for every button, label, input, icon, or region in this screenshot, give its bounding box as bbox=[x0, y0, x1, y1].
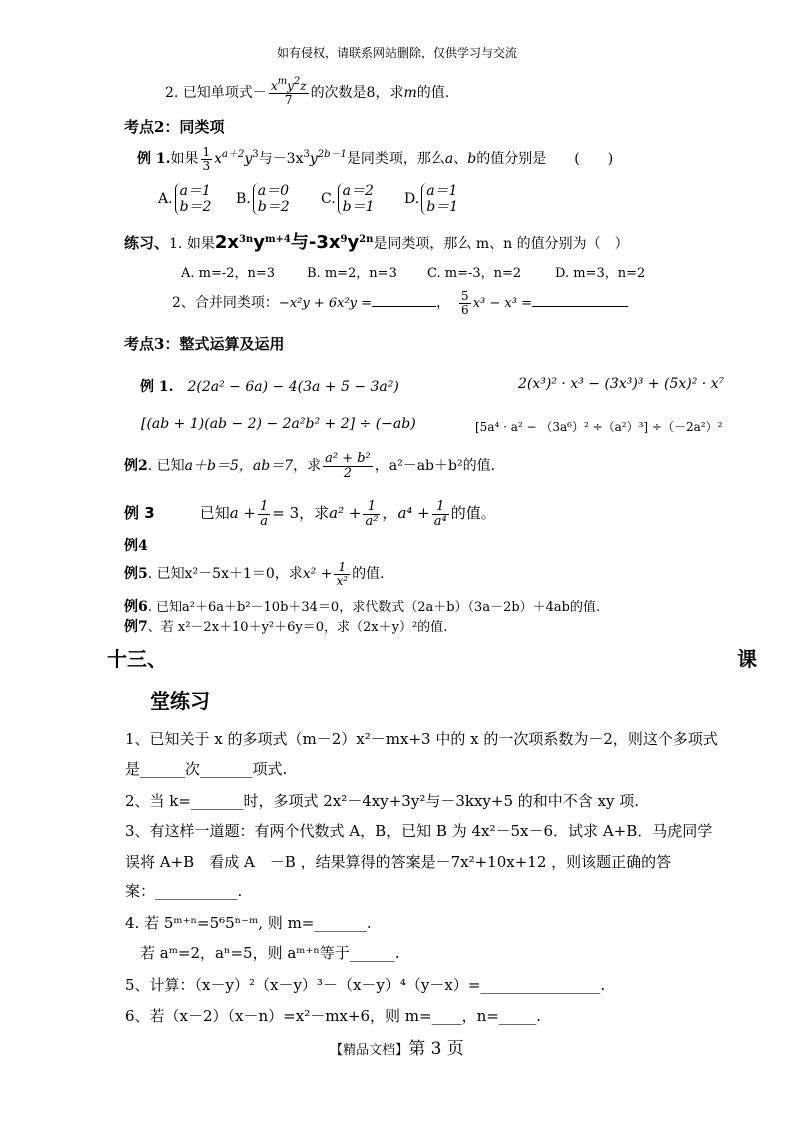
ex3-e2-num: 1 bbox=[432, 500, 449, 515]
example-1-operations-left bbox=[140, 376, 399, 396]
section-title-kp2: 考点2：同类项 bbox=[124, 118, 225, 136]
practice-q2-expr1: −x²y + 6x²y = bbox=[278, 296, 373, 312]
equation-system bbox=[421, 183, 458, 215]
sys-line: b＝2 bbox=[179, 199, 212, 215]
ex2-post: ，a²－ab＋b²的值. bbox=[374, 458, 496, 475]
ex1-label: 例 1. bbox=[137, 151, 171, 168]
ex1-tail: 是同类项，那么 bbox=[346, 151, 445, 168]
practice-q1-t2s: 9 bbox=[340, 234, 348, 245]
ex7-label: 例7 bbox=[124, 619, 148, 635]
practice-item: 6、若（x－2）（x－n）=x²－mx+6，则 m=____，n=_____. bbox=[125, 1007, 542, 1025]
ex1-term1-b: y bbox=[244, 151, 253, 168]
example-1-operations-right: 2(x³)² · x³ − (3x³)³ + (5x)² · x⁷ bbox=[518, 376, 725, 392]
ex3-fraction-3 bbox=[432, 500, 449, 528]
q2-num: x bbox=[270, 79, 278, 93]
ex7-text: 、若 x²－2x＋10＋y²＋6y＝0，求（2x＋y）²的值. bbox=[147, 620, 448, 635]
ex3-sep: ， bbox=[382, 504, 398, 523]
ex1-frac-num: 1 bbox=[202, 145, 211, 159]
practice-q1 bbox=[124, 228, 629, 254]
practice-q1-t2: -3x bbox=[308, 232, 341, 253]
equation-system bbox=[338, 183, 375, 215]
ex3-post: 的值。 bbox=[450, 504, 496, 523]
example-6 bbox=[124, 596, 600, 616]
ex3-fraction-1 bbox=[258, 500, 270, 528]
ex1-term2-b: y bbox=[309, 151, 318, 168]
practice-item: 是______次_______项式. bbox=[125, 760, 288, 778]
practice-q2-frac-den: 6 bbox=[461, 302, 469, 317]
q2-prefix: 2. 已知单项式－ bbox=[165, 85, 267, 102]
ex6-label: 例6 bbox=[124, 599, 148, 615]
ex1-text-a: 如果 bbox=[170, 151, 199, 168]
ex2-pre: . 已知 bbox=[147, 458, 185, 475]
ex1-term1-sup: a＋2 bbox=[222, 149, 245, 161]
q2-num-sup2: 2 bbox=[293, 76, 301, 87]
example-1-division-left: [(ab + 1)(ab − 2) − 2a²b² + 2] ÷ (−ab) bbox=[141, 416, 416, 432]
sys-line: a＝1 bbox=[179, 183, 211, 199]
ex5-f-num: 1 bbox=[334, 561, 350, 575]
ex1b-left: 2(2a² − 6a) − 4(3a + 5 − 3a²) bbox=[187, 379, 399, 395]
ex1-tail2: 的值分别是 bbox=[476, 151, 547, 168]
ex5-f-den: x² bbox=[336, 573, 349, 588]
q2-var: m bbox=[403, 85, 417, 102]
ex2-fraction bbox=[323, 452, 373, 480]
practice-q2-fraction bbox=[459, 290, 471, 316]
ex1-term1: x bbox=[214, 151, 223, 168]
example-5 bbox=[124, 561, 385, 587]
ex2-frac-den: 2 bbox=[343, 465, 353, 481]
option-label: A. bbox=[158, 191, 173, 207]
sys-line: a＝2 bbox=[342, 183, 374, 199]
q2-num-mid: y bbox=[287, 79, 294, 93]
ex2-cond: a＋b＝5，ab＝7 bbox=[184, 458, 294, 475]
answer-blank bbox=[372, 306, 436, 307]
practice-q1-option-c: C. m=-3，n=2 bbox=[427, 266, 522, 281]
equation-system bbox=[253, 183, 290, 215]
practice-item: 4. 若 5ᵐ⁺ⁿ=5⁶5ⁿ⁻ᵐ, 则 m=_______. bbox=[125, 914, 372, 932]
option-label: B. bbox=[236, 191, 251, 207]
ex3-f-den: a bbox=[260, 513, 268, 529]
example-2 bbox=[124, 452, 495, 480]
q2-den: 7 bbox=[284, 92, 293, 107]
ex5-post: 的值. bbox=[352, 566, 385, 583]
section-number: 十三、 bbox=[107, 647, 167, 671]
ex1-paren: ( ) bbox=[574, 151, 614, 168]
sys-line: b＝1 bbox=[426, 199, 459, 215]
example-7 bbox=[124, 616, 447, 636]
ex3-cond-a: a + bbox=[229, 504, 256, 523]
question-monomial-degree bbox=[165, 76, 450, 107]
ex1-option-d bbox=[404, 183, 458, 215]
ex1-mid: 与－3x bbox=[258, 151, 304, 168]
ex5-fraction bbox=[334, 561, 350, 587]
sys-line: a＝0 bbox=[257, 183, 290, 199]
ex1-term2-sup2: 2b－1 bbox=[317, 149, 347, 161]
ex1b-label: 例 1. bbox=[140, 379, 174, 395]
practice-item: 5、计算：（x－y）²（x－y）³－（x－y）⁴（y－x）=________________. bbox=[125, 976, 606, 994]
ex3-f-num: 1 bbox=[259, 499, 269, 514]
ex3-cond-b: = 3，求 bbox=[272, 504, 330, 523]
ex1-option-a bbox=[158, 183, 211, 215]
q2-suffix: 的次数是8，求 bbox=[310, 85, 404, 102]
ex1-a: a bbox=[444, 151, 454, 168]
q2-num-sup: m bbox=[277, 76, 288, 87]
practice-item: 2、当 k=_______时，多项式 2x²－4xy+3y²与－3kxy+5 的和中不含 xy 项. bbox=[125, 792, 640, 810]
practice-q1-option-b: B. m=2，n=3 bbox=[307, 266, 397, 281]
practice-q1-t1s2: m+4 bbox=[264, 234, 291, 245]
equation-system bbox=[175, 183, 212, 215]
practice-item: 若 aᵐ=2，aⁿ=5，则 aᵐ⁺ⁿ等于______. bbox=[140, 944, 400, 962]
ex3-e1: a² + bbox=[329, 504, 362, 523]
section-title-start: 课 bbox=[737, 647, 757, 671]
example-1-division-right: [5a⁴ · a² − （3a⁶）² ÷（a²）³] ÷（－2a²）² bbox=[475, 420, 723, 434]
ex3-e2-den: a⁴ bbox=[433, 513, 447, 529]
page-footer bbox=[0, 1034, 794, 1059]
page-header: 如有侵权，请联系网站删除，仅供学习与交流 bbox=[276, 46, 517, 60]
practice-q2-expr2: x³ − x³ = bbox=[472, 296, 532, 312]
ex1-option-b bbox=[236, 183, 290, 215]
ex1-b: b bbox=[467, 151, 477, 168]
practice-q2-frac-num: 5 bbox=[461, 289, 469, 303]
answer-blank bbox=[532, 306, 628, 307]
ex1-fraction bbox=[201, 146, 213, 172]
ex3-fraction-2 bbox=[363, 500, 380, 528]
ex3-pre: 已知 bbox=[199, 504, 230, 523]
q2-fraction bbox=[269, 76, 309, 107]
ex1-term1-sup2: 3 bbox=[252, 149, 259, 161]
practice-q1-t2b: y bbox=[347, 232, 360, 253]
ex3-label: 例 3 bbox=[124, 504, 155, 523]
option-label: C. bbox=[321, 191, 336, 207]
example-3 bbox=[124, 500, 496, 528]
ex1-term2-sup: 3 bbox=[303, 149, 310, 161]
ex3-e1-num: 1 bbox=[363, 500, 380, 515]
sys-line: a＝1 bbox=[426, 183, 458, 199]
ex3-e1-den: a² bbox=[365, 513, 379, 529]
practice-q1-option-a: A. m=-2，n=3 bbox=[181, 266, 276, 281]
practice-q1-mid: 与 bbox=[290, 232, 309, 253]
ex3-e2: a⁴ + bbox=[397, 504, 430, 523]
section-title-kp3: 考点3：整式运算及运用 bbox=[124, 335, 285, 353]
practice-item: 3、有这样一道题：有两个代数式 A，B，已知 B 为 4x²－5x－6．试求 A+B．马虎同学 bbox=[125, 822, 713, 840]
q2-end: 的值. bbox=[416, 85, 450, 102]
practice-q1-t1s: 3n bbox=[238, 234, 254, 245]
practice-q1-pre: 1. 如果 bbox=[169, 236, 215, 252]
practice-item: 误将 A+B 看成 A －B ，结果算得的答案是－7x²+10x+12 ，则该题正确的答 bbox=[125, 853, 672, 871]
example-4: 例4 bbox=[124, 538, 148, 554]
ex1-option-c bbox=[321, 183, 375, 215]
ex1-sep: 、 bbox=[453, 151, 468, 168]
page-number: 第 3 页 bbox=[408, 1039, 464, 1059]
sys-line: b＝1 bbox=[342, 199, 375, 215]
practice-item: 1、已知关于 x 的多项式（m－2）x²－mx+3 中的 x 的一次项系数为－2，则这个多项式 bbox=[125, 730, 718, 748]
ex2-mid: ，求 bbox=[293, 458, 322, 475]
ex5-expr: x² + bbox=[302, 566, 333, 583]
sys-line: b＝2 bbox=[257, 199, 290, 215]
practice-q1-t2s2: 2n bbox=[359, 234, 374, 245]
practice-q1-t1b: y bbox=[253, 232, 265, 253]
option-label: D. bbox=[404, 191, 420, 207]
ex5-label: 例5 bbox=[124, 566, 148, 583]
ex2-label: 例2 bbox=[124, 458, 148, 475]
practice-q1-option-d: D. m=3，n=2 bbox=[555, 266, 646, 281]
example-1-like-terms bbox=[137, 146, 613, 172]
practice-q1-post: 是同类项，那么 m、n 的值分别为（ ） bbox=[373, 236, 629, 252]
practice-label: 练习、 bbox=[124, 234, 170, 252]
practice-item: 案：___________. bbox=[125, 882, 243, 900]
practice-q2-pre: 2、合并同类项： bbox=[172, 295, 279, 312]
ex2-frac-num: a² + b² bbox=[325, 451, 371, 466]
q2-num-tail: z bbox=[300, 79, 307, 93]
section-title-continued: 堂练习 bbox=[150, 689, 210, 713]
ex5-pre: . 已知x²－5x＋1＝0，求 bbox=[147, 566, 303, 583]
practice-q2: 2、合并同类项：−x²y + 6x²y = ， $\frac{5}{6}$ x³ − x³ = bbox=[172, 290, 628, 316]
ex1-frac-den: 3 bbox=[202, 158, 211, 173]
footer-tag: 【精品文档】 bbox=[330, 1043, 409, 1058]
ex6-text: . 已知a²＋6a＋b²－10b＋34＝0，求代数式（2a＋b）（3a－2b）＋4ab的值. bbox=[147, 600, 601, 615]
practice-q1-t1: 2x bbox=[214, 232, 239, 253]
